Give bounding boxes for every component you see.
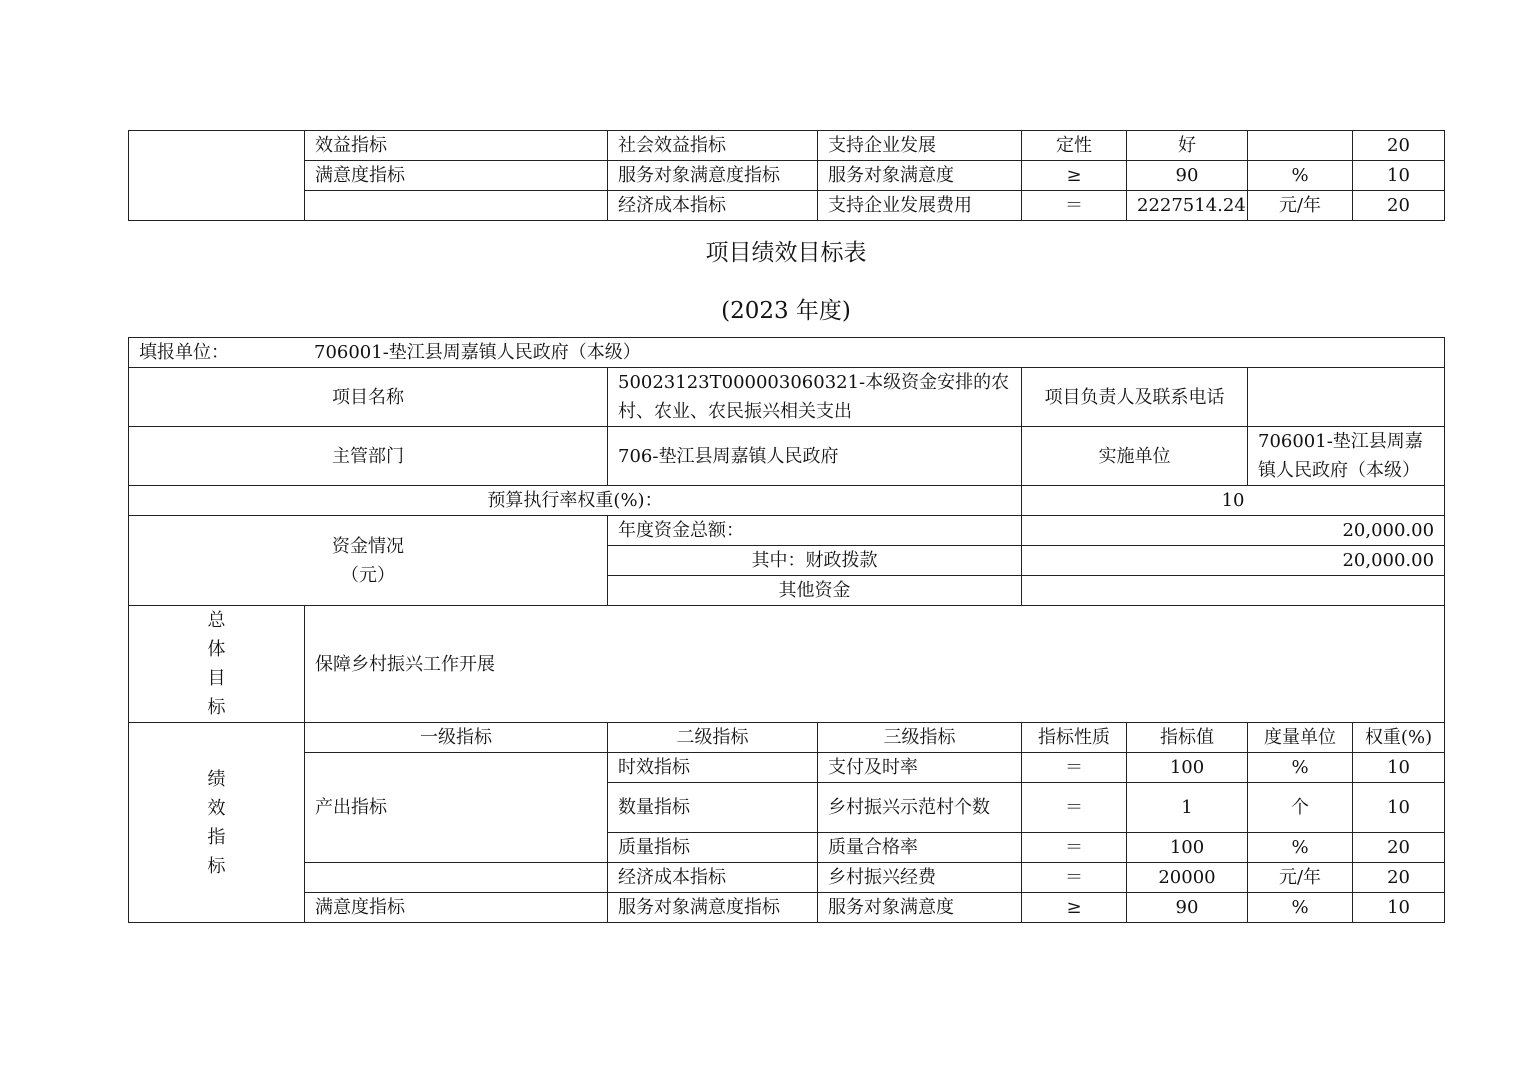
level3-cell: 服务对象满意度 — [818, 893, 1022, 923]
level1-blank-cell — [305, 863, 608, 893]
level2-cell: 时效指标 — [608, 753, 818, 783]
level2-cell: 数量指标 — [608, 783, 818, 833]
top-indicator-table — [128, 130, 1445, 221]
funds-unit-label: （元） — [341, 564, 395, 586]
unit-cell: % — [1248, 833, 1353, 863]
nature-cell: ＝ — [1022, 863, 1127, 893]
value-cell: 100 — [1127, 833, 1248, 863]
nature-cell: ＝ — [1022, 783, 1127, 833]
annual-total-label: 年度资金总额： — [608, 516, 1022, 546]
funds-label: 资金情况 — [332, 535, 404, 557]
nature-cell: ＝ — [1022, 753, 1127, 783]
level1-cell: 满意度指标 — [305, 893, 608, 923]
budget-weight-value: 10 — [1022, 486, 1445, 516]
other-funds-value — [1022, 576, 1445, 606]
output-indicator-label: 产出指标 — [305, 753, 608, 863]
unit-cell — [1248, 131, 1353, 161]
value-cell: 2227514.24 — [1127, 191, 1248, 221]
level3-cell: 乡村振兴示范村个数 — [818, 783, 1022, 833]
unit-cell: 元/年 — [1248, 191, 1353, 221]
header-level1: 一级指标 — [305, 723, 608, 753]
header-weight: 权重(%) — [1353, 723, 1445, 753]
project-leader-label: 项目负责人及联系电话 — [1022, 368, 1248, 427]
value-cell: 90 — [1127, 893, 1248, 923]
value-cell: 好 — [1127, 131, 1248, 161]
performance-indicator-label: 绩 效 指 标 — [129, 723, 305, 923]
weight-cell: 10 — [1353, 893, 1445, 923]
header-value: 指标值 — [1127, 723, 1248, 753]
header-level3: 三级指标 — [818, 723, 1022, 753]
level2-cell: 服务对象满意度指标 — [608, 893, 818, 923]
weight-cell: 10 — [1353, 161, 1445, 191]
overall-goal-label: 总 体 目 标 — [129, 606, 305, 723]
level1-cell: 效益指标 — [305, 131, 608, 161]
level2-cell: 经济成本指标 — [608, 191, 818, 221]
header-nature: 指标性质 — [1022, 723, 1127, 753]
unit-cell: % — [1248, 753, 1353, 783]
impl-value: 706001-垫江县周嘉镇人民政府（本级） — [1248, 427, 1445, 486]
level2-cell: 质量指标 — [608, 833, 818, 863]
level2-cell: 经济成本指标 — [608, 863, 818, 893]
nature-cell: ＝ — [1022, 833, 1127, 863]
nature-cell: ＝ — [1022, 191, 1127, 221]
weight-cell: 20 — [1353, 131, 1445, 161]
value-cell: 1 — [1127, 783, 1248, 833]
header-level2: 二级指标 — [608, 723, 818, 753]
unit-cell: % — [1248, 161, 1353, 191]
dept-label: 主管部门 — [129, 427, 608, 486]
unit-cell: 个 — [1248, 783, 1353, 833]
funds-label-cell — [129, 516, 608, 606]
weight-cell: 20 — [1353, 863, 1445, 893]
level2-cell: 社会效益指标 — [608, 131, 818, 161]
project-name-label: 项目名称 — [129, 368, 608, 427]
value-cell: 20000 — [1127, 863, 1248, 893]
nature-cell: ≥ — [1022, 161, 1127, 191]
header-unit: 度量单位 — [1248, 723, 1353, 753]
reporting-unit-value: 706001-垫江县周嘉镇人民政府（本级） — [314, 342, 641, 363]
project-leader-value — [1248, 368, 1445, 427]
level1-cell: 满意度指标 — [305, 161, 608, 191]
level3-cell: 支付及时率 — [818, 753, 1022, 783]
weight-cell: 20 — [1353, 833, 1445, 863]
top-table-blank-cell — [129, 131, 305, 221]
level3-cell: 质量合格率 — [818, 833, 1022, 863]
nature-cell: ≥ — [1022, 893, 1127, 923]
annual-total-value: 20,000.00 — [1022, 516, 1445, 546]
fiscal-value: 20,000.00 — [1022, 546, 1445, 576]
impl-label: 实施单位 — [1022, 427, 1248, 486]
overall-goal-value: 保障乡村振兴工作开展 — [305, 606, 1445, 723]
fiscal-label: 其中：财政拨款 — [608, 546, 1022, 576]
page-subtitle: (2023 年度) — [721, 298, 851, 324]
level1-cell — [305, 191, 608, 221]
level2-cell: 服务对象满意度指标 — [608, 161, 818, 191]
value-cell: 90 — [1127, 161, 1248, 191]
reporting-unit-row — [129, 338, 1445, 368]
unit-cell: 元/年 — [1248, 863, 1353, 893]
level3-cell: 支持企业发展 — [818, 131, 1022, 161]
level3-cell: 支持企业发展费用 — [818, 191, 1022, 221]
weight-cell: 10 — [1353, 783, 1445, 833]
budget-weight-label: 预算执行率权重(%)： — [129, 486, 1022, 516]
page-title: 项目绩效目标表 — [705, 240, 867, 266]
project-name-value: 50023123T000003060321-本级资金安排的农村、农业、农民振兴相关支出 — [608, 368, 1022, 427]
dept-value: 706-垫江县周嘉镇人民政府 — [608, 427, 1022, 486]
nature-cell: 定性 — [1022, 131, 1127, 161]
weight-cell: 10 — [1353, 753, 1445, 783]
other-funds-label: 其他资金 — [608, 576, 1022, 606]
weight-cell: 20 — [1353, 191, 1445, 221]
unit-cell: % — [1248, 893, 1353, 923]
level3-cell: 服务对象满意度 — [818, 161, 1022, 191]
value-cell: 100 — [1127, 753, 1248, 783]
performance-target-table — [128, 337, 1445, 923]
level3-cell: 乡村振兴经费 — [818, 863, 1022, 893]
reporting-unit-label: 填报单位： — [139, 342, 229, 363]
